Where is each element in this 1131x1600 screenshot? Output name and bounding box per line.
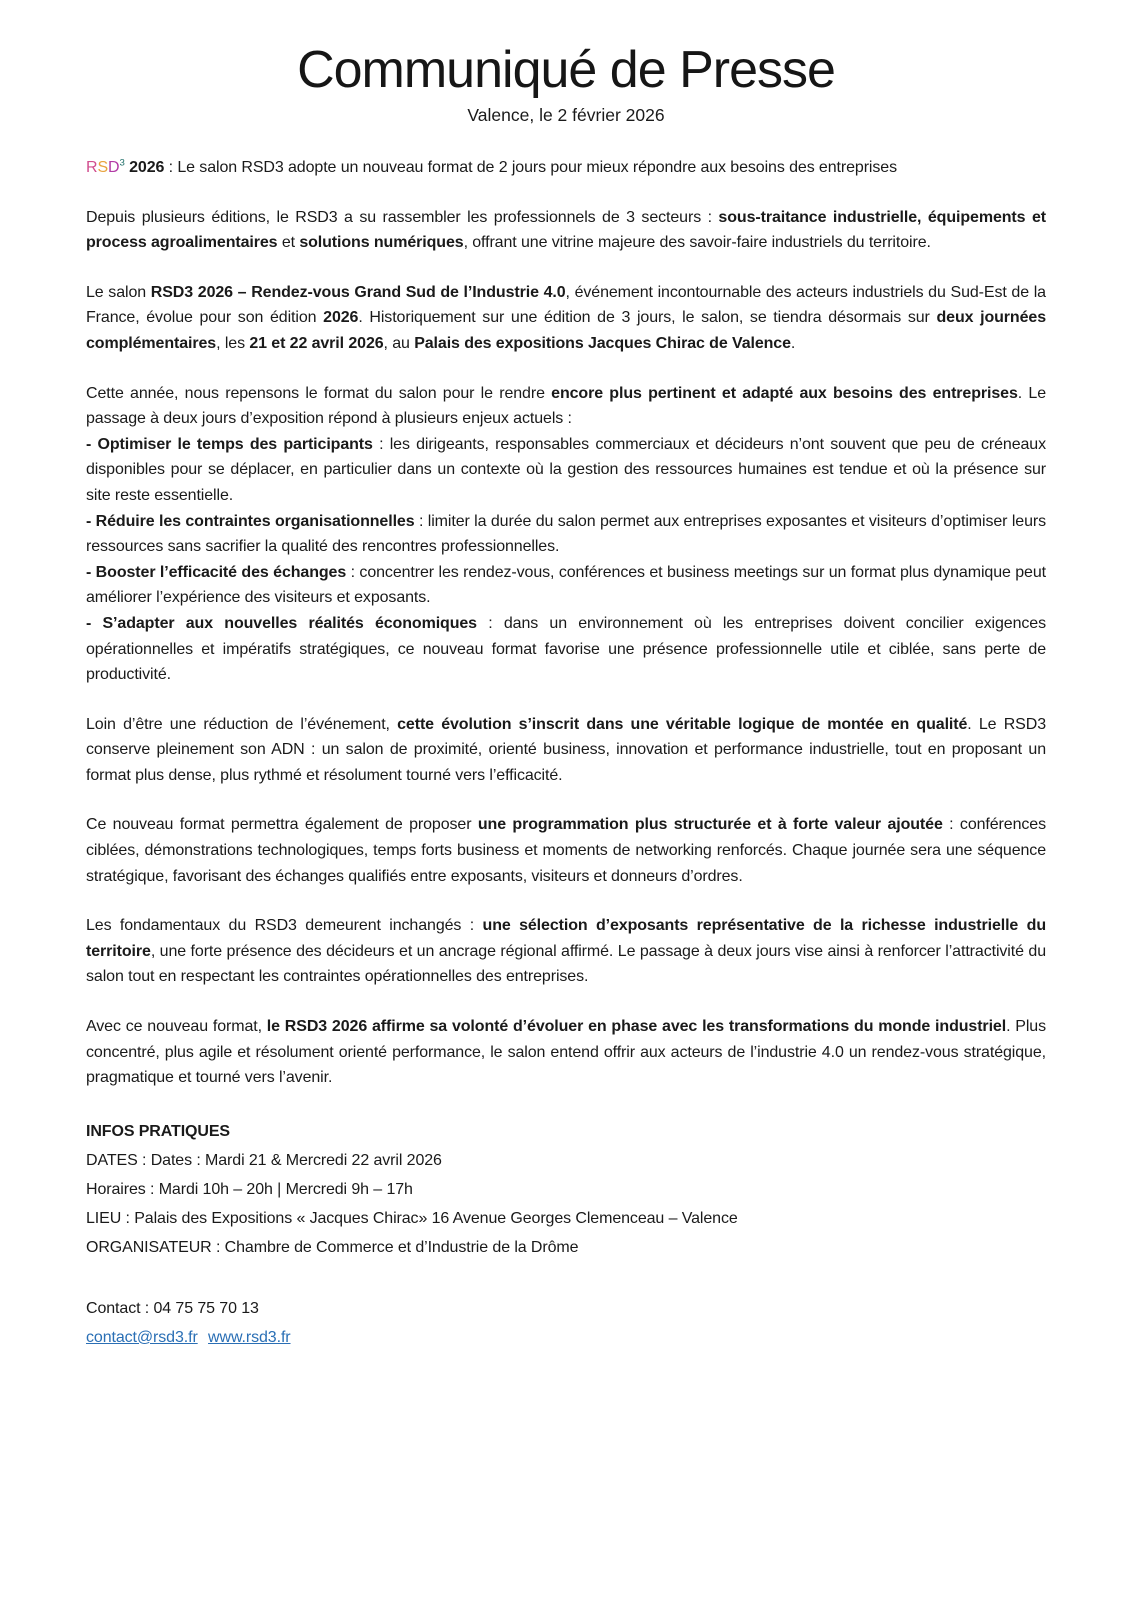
paragraph-sectors: Depuis plusieurs éditions, le RSD3 a su rassembler les professionnels de 3 secteurs : sous-traitance industrielle, équipements et process agroalimentaires et solutions numériques, offrant une vitrine majeure des savoir-faire industriels du territoire.: [86, 208, 1046, 252]
website-link[interactable]: www.rsd3.fr: [208, 1328, 291, 1346]
email-link[interactable]: contact@rsd3.fr: [86, 1328, 198, 1346]
infos-horaires: Horaires : Mardi 10h – 20h | Mercredi 9h – 17h: [86, 1180, 413, 1198]
contact-links: [86, 1323, 1046, 1352]
infos-pratiques-section: [86, 1117, 1046, 1262]
paragraph-conclusion: Avec ce nouveau format, le RSD3 2026 affirme sa volonté d’évoluer en phase avec les transformations du monde industriel. Plus concentré, plus agile et résolument orienté performance, le salon entend offrir aux acteurs de l’industrie 4.0 un rendez-vous stratégique, pragmatique et tourné vers l’avenir.: [86, 1018, 1046, 1087]
contact-phone: Contact : 04 75 75 70 13: [86, 1299, 259, 1317]
reasons-intro: Cette année, nous repensons le format du salon pour le rendre encore plus pertinent et adapté aux besoins des entreprises. Le passage à deux jours d’exposition répond à plusieurs enjeux actuels :: [86, 384, 1046, 428]
bullet-booster-echanges: - Booster l’efficacité des échanges : concentrer les rendez-vous, conférences et business meetings sur un format plus dynamique peut améliorer l’expérience des visiteurs et exposants.: [86, 563, 1046, 607]
dateline: Valence, le 2 février 2026: [467, 105, 665, 125]
paragraph-format-reasons: [86, 381, 1046, 688]
paragraph-programmation: Ce nouveau format permettra également de proposer une programmation plus structurée et à forte valeur ajoutée : conférences ciblées, démonstrations technologiques, temps forts business et moments de networking renforcés. Chaque journée sera une séquence stratégique, favorisant des échanges qualifiés entre exposants, visiteurs et donneurs d’ordres.: [86, 816, 1046, 885]
infos-lieu: LIEU : Palais des Expositions « Jacques Chirac» 16 Avenue Georges Clemenceau – Valence: [86, 1209, 738, 1227]
contact-section: [86, 1294, 1046, 1352]
headline-paragraph: RSD$^3$ 2026 : Le salon RSD3 adopte un nouveau format de 2 jours pour mieux répondre aux besoins des entreprises: [86, 157, 897, 176]
infos-heading: INFOS PRATIQUES: [86, 1122, 230, 1140]
paragraph-salon-evolution: Le salon RSD3 2026 – Rendez-vous Grand Sud de l’Industrie 4.0, événement incontournable des acteurs industriels du Sud-Est de la France, évolue pour son édition 2026. Historiquement sur une édition de 3 jours, le salon, se tiendra désormais sur deux journées complémentaires, les 21 et 22 avril 2026, au Palais des expositions Jacques Chirac de Valence.: [86, 283, 1046, 352]
paragraph-montee-en-qualite: Loin d’être une réduction de l’événement, cette évolution s’inscrit dans une véritable logique de montée en qualité. Le RSD3 conserve pleinement son ADN : un salon de proximité, orienté business, innovation et performance industrielle, tout en proposant un format plus dense, plus rythmé et résolument tourné vers l’efficacité.: [86, 715, 1046, 784]
infos-organisateur: ORGANISATEUR : Chambre de Commerce et d’Industrie de la Drôme: [86, 1238, 579, 1256]
infos-dates: DATES : Dates : Mardi 21 & Mercredi 22 avril 2026: [86, 1151, 442, 1169]
paragraph-fondamentaux: Les fondamentaux du RSD3 demeurent inchangés : une sélection d’exposants représentative de la richesse industrielle du territoire, une forte présence des décideurs et un ancrage régional affirmé. Le passage à deux jours vise ainsi à renforcer l’attractivité du salon tout en respectant les contraintes opérationnelles des entreprises.: [86, 917, 1046, 986]
bullet-reduire-contraintes: - Réduire les contraintes organisationnelles : limiter la durée du salon permet aux entreprises exposantes et visiteurs d’optimiser leurs ressources sans sacrifier la qualité des rencontres professionnelles.: [86, 512, 1046, 556]
bullet-optimiser-temps: - Optimiser le temps des participants : les dirigeants, responsables commerciaux et décideurs n’ont souvent que peu de créneaux disponibles pour se déplacer, en particulier dans un contexte où la gestion des ressources humaines est tendue et où la présence sur site reste essentielle.: [86, 435, 1046, 504]
bullet-adapter-realites: - S’adapter aux nouvelles réalités économiques : dans un environnement où les entreprises doivent concilier exigences opérationnelles et impératifs stratégiques, ce nouveau format favorise une présence professionnelle utile et ciblée, sans perte de productivité.: [86, 614, 1046, 684]
page-title: Communiqué de Presse: [297, 41, 835, 99]
